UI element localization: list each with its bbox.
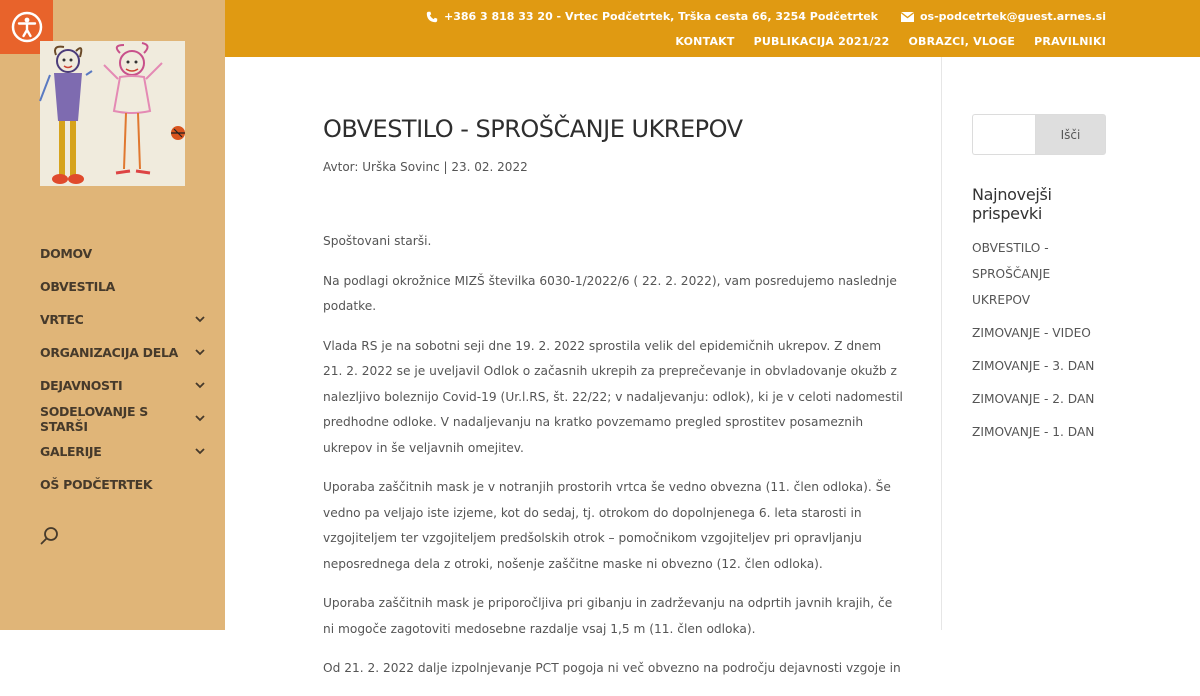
search-widget [972, 114, 1106, 155]
phone-icon [426, 11, 438, 23]
recent-post-link[interactable]: ZIMOVANJE - 2. DAN [972, 392, 1095, 406]
contact-email-link[interactable]: os-podcetrtek@guest.arnes.si [919, 10, 1106, 23]
recent-post-link[interactable]: ZIMOVANJE - 3. DAN [972, 359, 1095, 373]
post-paragraph: Vlada RS je na sobotni seji dne 19. 2. 2022 sprostila velik del epidemičnih ukrepov. Z dnem 21. 2. 2022 se je uveljavil Odlok o začasnih ukrepih za preprečevanje in obvladovanje okužb z nalezljivo boleznijo Covid-19 (Ur.l.RS, št. 22/22; v nadaljevanju: odlok), ki je v celoti nadomestil predhodne odloke. V nadaljevanju na kratko povzemamo pregled sprostitev posameznih ukrepov in še veljavnih omejitev. [323, 338, 903, 455]
post-paragraph: Uporaba zaščitnih mask je v notranjih prostorih vrtca še vedno obvezna (11. člen odloka). Še vedno pa veljajo iste izjeme, kot do sedaj, tj. otrokom do dopolnjenega 6. leta starosti in vzgojiteljem ter vzgojiteljem predšolskih otrok – pomočnikom vzgojiteljev pri opravljanju neposrednega dela z otroki, nošenje zaščitne maske ni obvezno (12. člen odloka). [323, 480, 891, 571]
topnav-pravilniki[interactable]: PRAVILNIKI [1034, 35, 1106, 48]
content-divider [941, 57, 942, 630]
envelope-icon [902, 11, 914, 23]
chevron-down-icon[interactable] [194, 347, 206, 359]
recent-posts-list [972, 235, 1106, 445]
child-drawing-logo [40, 41, 185, 186]
post-title: OBVESTILO - SPROŠČANJE UKREPOV [323, 115, 743, 143]
sidebar-item-label: VRTEC [40, 312, 84, 327]
main-content [323, 57, 903, 696]
top-header-bar [225, 0, 1200, 57]
sidebar-item-label: OBVESTILA [40, 279, 115, 294]
sidebar-search-button[interactable] [40, 526, 60, 546]
sidebar-item-organizacija-dela[interactable] [40, 336, 210, 369]
sidebar-item-oš-podčetrtek[interactable] [40, 468, 210, 501]
search-button[interactable]: Išči [1035, 114, 1106, 155]
sidebar-item-label: OŠ PODČETRTEK [40, 477, 153, 492]
chevron-down-icon[interactable] [194, 446, 206, 458]
sidebar-item-obvestila[interactable] [40, 270, 210, 303]
post-paragraph: Od 21. 2. 2022 dalje izpolnjevanje PCT pogoja ni več obvezno na področju dejavnosti vzgoje in [323, 661, 901, 675]
sidebar-item-domov[interactable] [40, 237, 210, 270]
sidebar-item-label: DEJAVNOSTI [40, 378, 123, 393]
topnav-publikacija[interactable]: PUBLIKACIJA 2021/22 [753, 35, 890, 48]
chevron-down-icon[interactable] [194, 380, 206, 392]
recent-post-link[interactable]: OBVESTILO - SPROŠČANJE UKREPOV [972, 241, 1051, 307]
top-navigation [675, 35, 1106, 48]
sidebar-item-vrtec[interactable] [40, 303, 210, 336]
sidebar-item-label: GALERIJE [40, 444, 102, 459]
post-paragraph: Uporaba zaščitnih mask je priporočljiva pri gibanju in zadrževanju na odprtih javnih krajih, če ni mogoče zagotoviti medosebne razdalje vsaj 1,5 m (11. člen odloka). [323, 596, 893, 636]
right-sidebar [972, 114, 1106, 452]
recent-post-link[interactable]: ZIMOVANJE - VIDEO [972, 326, 1091, 340]
main-navigation [40, 237, 210, 501]
left-sidebar [0, 0, 225, 630]
topnav-obrazci-vloge[interactable]: OBRAZCI, VLOGE [908, 35, 1016, 48]
sidebar-item-galerije[interactable] [40, 435, 210, 468]
search-input[interactable] [972, 114, 1035, 155]
site-logo[interactable] [40, 41, 185, 186]
accessibility-icon [11, 11, 43, 43]
sidebar-item-label: SODELOVANJE S STARŠI [40, 403, 148, 434]
post-paragraph: Na podlagi okrožnice MIZŠ številka 6030-1/2022/6 ( 22. 2. 2022), vam posredujemo naslednje podatke. [323, 273, 897, 313]
recent-posts-title: Najnovejši prispevki [972, 185, 1052, 223]
chevron-down-icon[interactable] [194, 413, 206, 425]
sidebar-item-sodelovanje-s-starši[interactable] [40, 402, 210, 435]
contact-phone-address: +386 3 818 33 20 - Vrtec Podčetrtek, Trška cesta 66, 3254 Podčetrtek [444, 10, 878, 23]
sidebar-item-label: ORGANIZACIJA DELA [40, 345, 178, 360]
post-paragraph: Spoštovani starši. [323, 234, 432, 248]
sidebar-item-label: DOMOV [40, 246, 92, 261]
recent-post-link[interactable]: ZIMOVANJE - 1. DAN [972, 425, 1095, 439]
search-icon [40, 526, 60, 546]
post-meta: Avtor: Urška Sovinc | 23. 02. 2022 [323, 160, 528, 174]
contact-info [426, 10, 1106, 23]
post-body [323, 229, 903, 682]
sidebar-item-dejavnosti[interactable] [40, 369, 210, 402]
topnav-kontakt[interactable]: KONTAKT [675, 35, 735, 48]
chevron-down-icon[interactable] [194, 314, 206, 326]
